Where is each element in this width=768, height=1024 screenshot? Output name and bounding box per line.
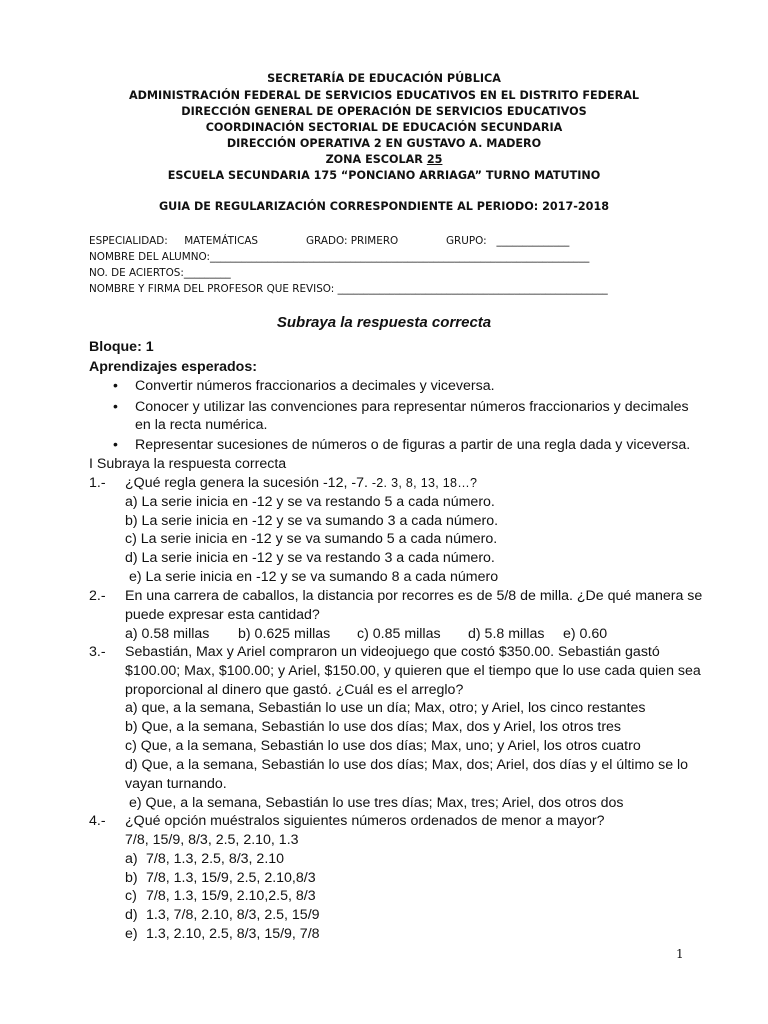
instructions-subtitle: Subraya la respuesta correcta <box>276 314 492 331</box>
answer-option: e) La serie inicia en -12 y se va sumando 8 a cada número <box>129 569 499 585</box>
alumno-field: NOMBRE DEL ALUMNO:_________________________________________________________________________ <box>89 251 590 263</box>
answer-option: a) La serie inicia en -12 y se va restando 5 a cada número. <box>125 494 495 510</box>
question-4-number-list: 7/8, 15/9, 8/3, 2.5, 2.10, 1.3 <box>125 832 299 848</box>
header-line-coordinacion: COORDINACIÓN SECTORIAL DE EDUCACIÓN SECUNDARIA <box>205 121 563 134</box>
question-number: 4.- <box>89 813 106 829</box>
profesor-field: NOMBRE Y FIRMA DEL PROFESOR QUE REVISO: ____________________________________________________ <box>89 283 608 295</box>
bloque-heading: Bloque: 1 <box>89 339 154 355</box>
question-2-text: En una carrera de caballos, la distancia por recorres es de 5/8 de milla. ¿De qué manera se <box>125 588 703 604</box>
question-3-text: $100.00; Max, $100.00; y Ariel, $150.00, y quieren que el tiempo que lo use cada quien sea <box>125 663 701 679</box>
answer-option-letter: b) <box>125 870 138 886</box>
answer-option: e) 0.60 <box>563 626 608 642</box>
aprendizaje-item-continued: en la recta numérica. <box>135 417 268 433</box>
zona-label: ZONA ESCOLAR <box>325 153 423 166</box>
question-1-text-main: ¿Qué regla genera la sucesión -12, -7. <box>125 475 372 491</box>
header-line-direccion-general: DIRECCIÓN GENERAL DE OPERACIÓN DE SERVICIOS EDUCATIVOS <box>181 105 587 118</box>
answer-option-letter: e) <box>125 926 138 942</box>
header-line-administracion: ADMINISTRACIÓN FEDERAL DE SERVICIOS EDUCATIVOS EN EL DISTRITO FEDERAL <box>128 89 640 102</box>
aprendizaje-item: Representar sucesiones de números o de figuras a partir de una regla dada y viceversa. <box>135 437 691 453</box>
header-line-escuela: ESCUELA SECUNDARIA 175 “PONCIANO ARRIAGA” TURNO MATUTINO <box>167 169 601 182</box>
answer-option-letter: c) <box>125 888 137 904</box>
answer-option: c) Que, a la semana, Sebastián lo use dos días; Max, uno; y Ariel, los otros cuatro <box>125 738 641 754</box>
zona-value: 25 <box>426 153 443 166</box>
answer-option: d) Que, a la semana, Sebastián lo use dos días; Max, dos; Ariel, dos días y el último se lo <box>125 757 689 773</box>
bullet-dot: • <box>113 377 118 393</box>
answer-option: b) La serie inicia en -12 y se va sumando 3 a cada número. <box>125 513 499 529</box>
answer-option-continued: vayan turnando. <box>125 776 227 792</box>
aciertos-field: NO. DE ACIERTOS:_________ <box>89 267 231 279</box>
grado-field: GRADO: PRIMERO <box>306 235 399 247</box>
question-number: 2.- <box>89 588 106 604</box>
header-line-secretaria: SECRETARÍA DE EDUCACIÓN PÚBLICA <box>267 72 501 85</box>
answer-option: a) que, a la semana, Sebastián lo use un día; Max, otro; y Ariel, los cinco restantes <box>125 700 646 716</box>
answer-option: b) Que, a la semana, Sebastián lo use dos días; Max, dos y Ariel, los otros tres <box>125 719 622 735</box>
aprendizaje-item: Conocer y utilizar las convenciones para representar números fraccionarios y decimales <box>135 399 689 415</box>
answer-option: b) 0.625 millas <box>238 626 331 642</box>
answer-option: 1.3, 7/8, 2.10, 8/3, 2.5, 15/9 <box>146 907 320 923</box>
header-line-zona <box>0 152 768 168</box>
question-3-text: proporcional al dinero que gastó. ¿Cuál es el arreglo? <box>125 682 464 698</box>
section-title: I Subraya la respuesta correcta <box>89 456 287 472</box>
question-number: 1.- <box>89 475 106 491</box>
grupo-field: GRUPO: ______________ <box>446 235 570 247</box>
answer-option: c) La serie inicia en -12 y se va sumando 5 a cada número. <box>125 531 498 547</box>
question-2-text: puede expresar esta cantidad? <box>125 607 320 623</box>
aprendizajes-heading: Aprendizajes esperados: <box>89 359 257 375</box>
question-1-text <box>125 474 477 493</box>
page-number: 1 <box>676 947 684 961</box>
answer-option: e) Que, a la semana, Sebastián lo use tres días; Max, tres; Ariel, dos otros dos <box>129 795 624 811</box>
question-3-text: Sebastián, Max y Ariel compraron un videojuego que costó $350.00. Sebastián gastó <box>125 644 660 660</box>
answer-option: 1.3, 2.10, 2.5, 8/3, 15/9, 7/8 <box>146 926 320 942</box>
answer-option: 7/8, 1.3, 15/9, 2.10,2.5, 8/3 <box>146 888 316 904</box>
especialidad-field: ESPECIALIDAD: MATEMÁTICAS <box>89 235 259 247</box>
answer-option: 7/8, 1.3, 15/9, 2.5, 2.10,8/3 <box>146 870 316 886</box>
answer-option: c) 0.85 millas <box>357 626 441 642</box>
header-line-direccion-operativa: DIRECCIÓN OPERATIVA 2 EN GUSTAVO A. MADERO <box>226 137 542 150</box>
aprendizaje-item: Convertir números fraccionarios a decimales y viceversa. <box>135 378 495 394</box>
question-1-sequence: -2. 3, 8, 13, 18…? <box>371 476 478 490</box>
answer-option: a) 0.58 millas <box>125 626 210 642</box>
guia-title: GUIA DE REGULARIZACIÓN CORRESPONDIENTE AL PERIODO: 2017-2018 <box>158 200 610 213</box>
answer-option-letter: d) <box>125 907 138 923</box>
question-number: 3.- <box>89 644 106 660</box>
bullet-dot: • <box>113 398 118 414</box>
bullet-dot: • <box>113 436 118 452</box>
answer-option-letter: a) <box>125 851 138 867</box>
answer-option: d) 5.8 millas <box>468 626 545 642</box>
answer-option: d) La serie inicia en -12 y se va restando 3 a cada número. <box>125 550 495 566</box>
question-4-text: ¿Qué opción muéstralos siguientes números ordenados de menor a mayor? <box>125 813 605 829</box>
answer-option: 7/8, 1.3, 2.5, 8/3, 2.10 <box>146 851 285 867</box>
